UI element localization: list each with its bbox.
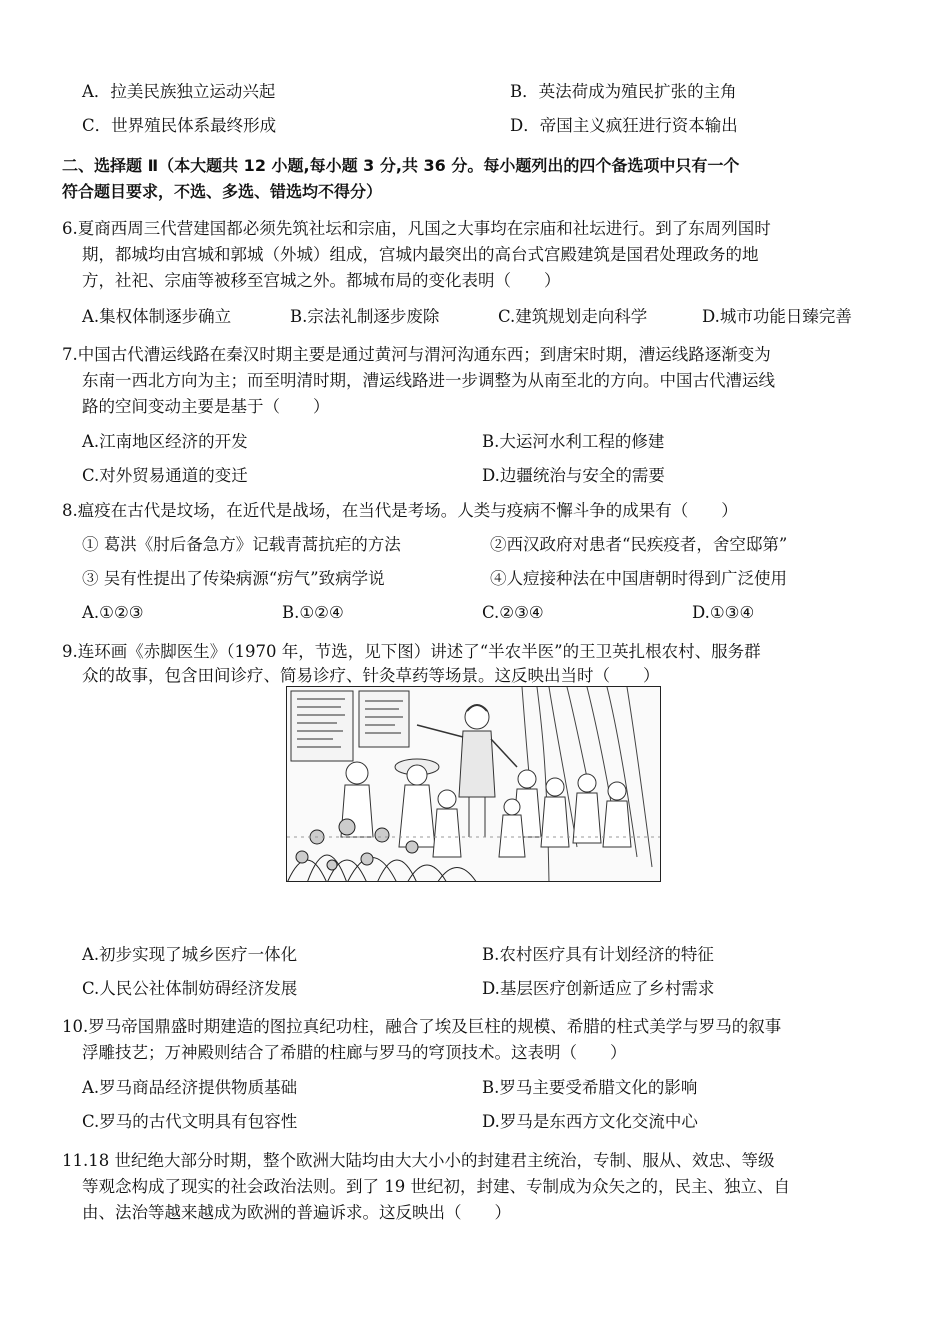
q11-stem-line3: 由、法治等越来越成为欧洲的普遍诉求。这反映出（ ） xyxy=(82,1203,511,1222)
q9-option-a: A.初步实现了城乡医疗一体化 xyxy=(82,945,298,964)
q8-statement-3: ③ 吴有性提出了传染病源“疠气”致病学说 xyxy=(82,569,385,588)
q6-option-d: D.城市功能日臻完善 xyxy=(702,307,852,326)
q7-option-d: D.边疆统治与安全的需要 xyxy=(482,466,665,485)
q8-option-b: B.①②④ xyxy=(282,603,344,622)
section-heading-line2: 符合题目要求，不选、多选、错选均不得分） xyxy=(62,182,383,201)
q10-stem-line2: 浮雕技艺；万神殿则结合了希腊的柱廊与罗马的穹顶技术。这表明（ ） xyxy=(82,1043,627,1062)
q5-option-a: A．拉美民族独立运动兴起 xyxy=(82,82,276,101)
q7-option-b: B.大运河水利工程的修建 xyxy=(482,432,665,451)
q8-option-c: C.②③④ xyxy=(482,603,544,622)
q5-option-c: C．世界殖民体系最终形成 xyxy=(82,116,277,135)
q8-option-d: D.①③④ xyxy=(692,603,755,622)
q5-option-d: D．帝国主义疯狂进行资本输出 xyxy=(510,116,738,135)
q6-stem-line1: 6.夏商西周三代营建国都必须先筑社坛和宗庙，凡国之大事均在宗庙和社坛进行。到了东周列国时 xyxy=(62,219,771,238)
q5-option-b: B．英法荷成为殖民扩张的主角 xyxy=(510,82,737,101)
q9-stem-line2: 众的故事，包含田间诊疗、简易诊疗、针灸草药等场景。这反映出当时（ ） xyxy=(82,666,660,685)
q8-statement-4: ④人痘接种法在中国唐朝时得到广泛使用 xyxy=(490,569,787,588)
section-heading-line1: 二、选择题 Ⅱ（本大题共 12 小题,每小题 3 分,共 36 分。每小题列出的四个备选项中只有一个 xyxy=(62,156,740,175)
q8-stem: 8.瘟疫在古代是坟场，在近代是战场，在当代是考场。人类与疫病不懈斗争的成果有（ ） xyxy=(62,501,738,520)
q6-option-b: B.宗法礼制逐步废除 xyxy=(290,307,440,326)
comic-illustration xyxy=(286,686,661,882)
q11-stem-line2: 等观念构成了现实的社会政治法则。到了 19 世纪初，封建、专制成为众矢之的，民主、独立、自 xyxy=(82,1177,790,1196)
q9-stem-line1: 9.连环画《赤脚医生》（1970 年，节选，见下图）讲述了“半农半医”的王卫英扎根农村、服务群 xyxy=(62,642,761,661)
q9-option-b: B.农村医疗具有计划经济的特征 xyxy=(482,945,714,964)
comic-drawing xyxy=(287,687,661,882)
q10-option-c: C.罗马的古代文明具有包容性 xyxy=(82,1112,298,1131)
q6-option-a: A.集权体制逐步确立 xyxy=(82,307,232,326)
q7-stem-line3: 路的空间变动主要是基于（ ） xyxy=(82,397,330,416)
q7-stem-line1: 7.中国古代漕运线路在秦汉时期主要是通过黄河与渭河沟通东西；到唐宋时期，漕运线路逐渐变为 xyxy=(62,345,771,364)
q10-option-b: B.罗马主要受希腊文化的影响 xyxy=(482,1078,698,1097)
q10-stem-line1: 10.罗马帝国鼎盛时期建造的图拉真纪功柱，融合了埃及巨柱的规模、希腊的柱式美学与罗马的叙事 xyxy=(62,1017,782,1036)
q6-stem-line2: 期，都城均由宫城和郭城（外城）组成，宫城内最突出的高台式宫殿建筑是国君处理政务的地 xyxy=(82,245,759,264)
q10-option-d: D.罗马是东西方文化交流中心 xyxy=(482,1112,698,1131)
q6-option-c: C.建筑规划走向科学 xyxy=(498,307,648,326)
q11-stem-line1: 11.18 世纪绝大部分时期，整个欧洲大陆均由大大小小的封建君主统治，专制、服从、效忠、等级 xyxy=(62,1151,775,1170)
q9-option-c: C.人民公社体制妨碍经济发展 xyxy=(82,979,298,998)
q7-option-a: A.江南地区经济的开发 xyxy=(82,432,248,451)
q7-option-c: C.对外贸易通道的变迁 xyxy=(82,466,248,485)
q8-statement-1: ① 葛洪《肘后备急方》记载青蒿抗疟的方法 xyxy=(82,535,401,554)
q6-stem-line3: 方，社祀、宗庙等被移至宫城之外。都城布局的变化表明（ ） xyxy=(82,271,561,290)
q10-option-a: A.罗马商品经济提供物质基础 xyxy=(82,1078,298,1097)
q8-option-a: A.①②③ xyxy=(82,603,144,622)
q8-statement-2: ②西汉政府对患者“民疾疫者，舍空邸第” xyxy=(490,535,788,554)
q7-stem-line2: 东南一西北方向为主；而至明清时期，漕运线路进一步调整为从南至北的方向。中国古代漕运线 xyxy=(82,371,775,390)
q9-option-d: D.基层医疗创新适应了乡村需求 xyxy=(482,979,715,998)
